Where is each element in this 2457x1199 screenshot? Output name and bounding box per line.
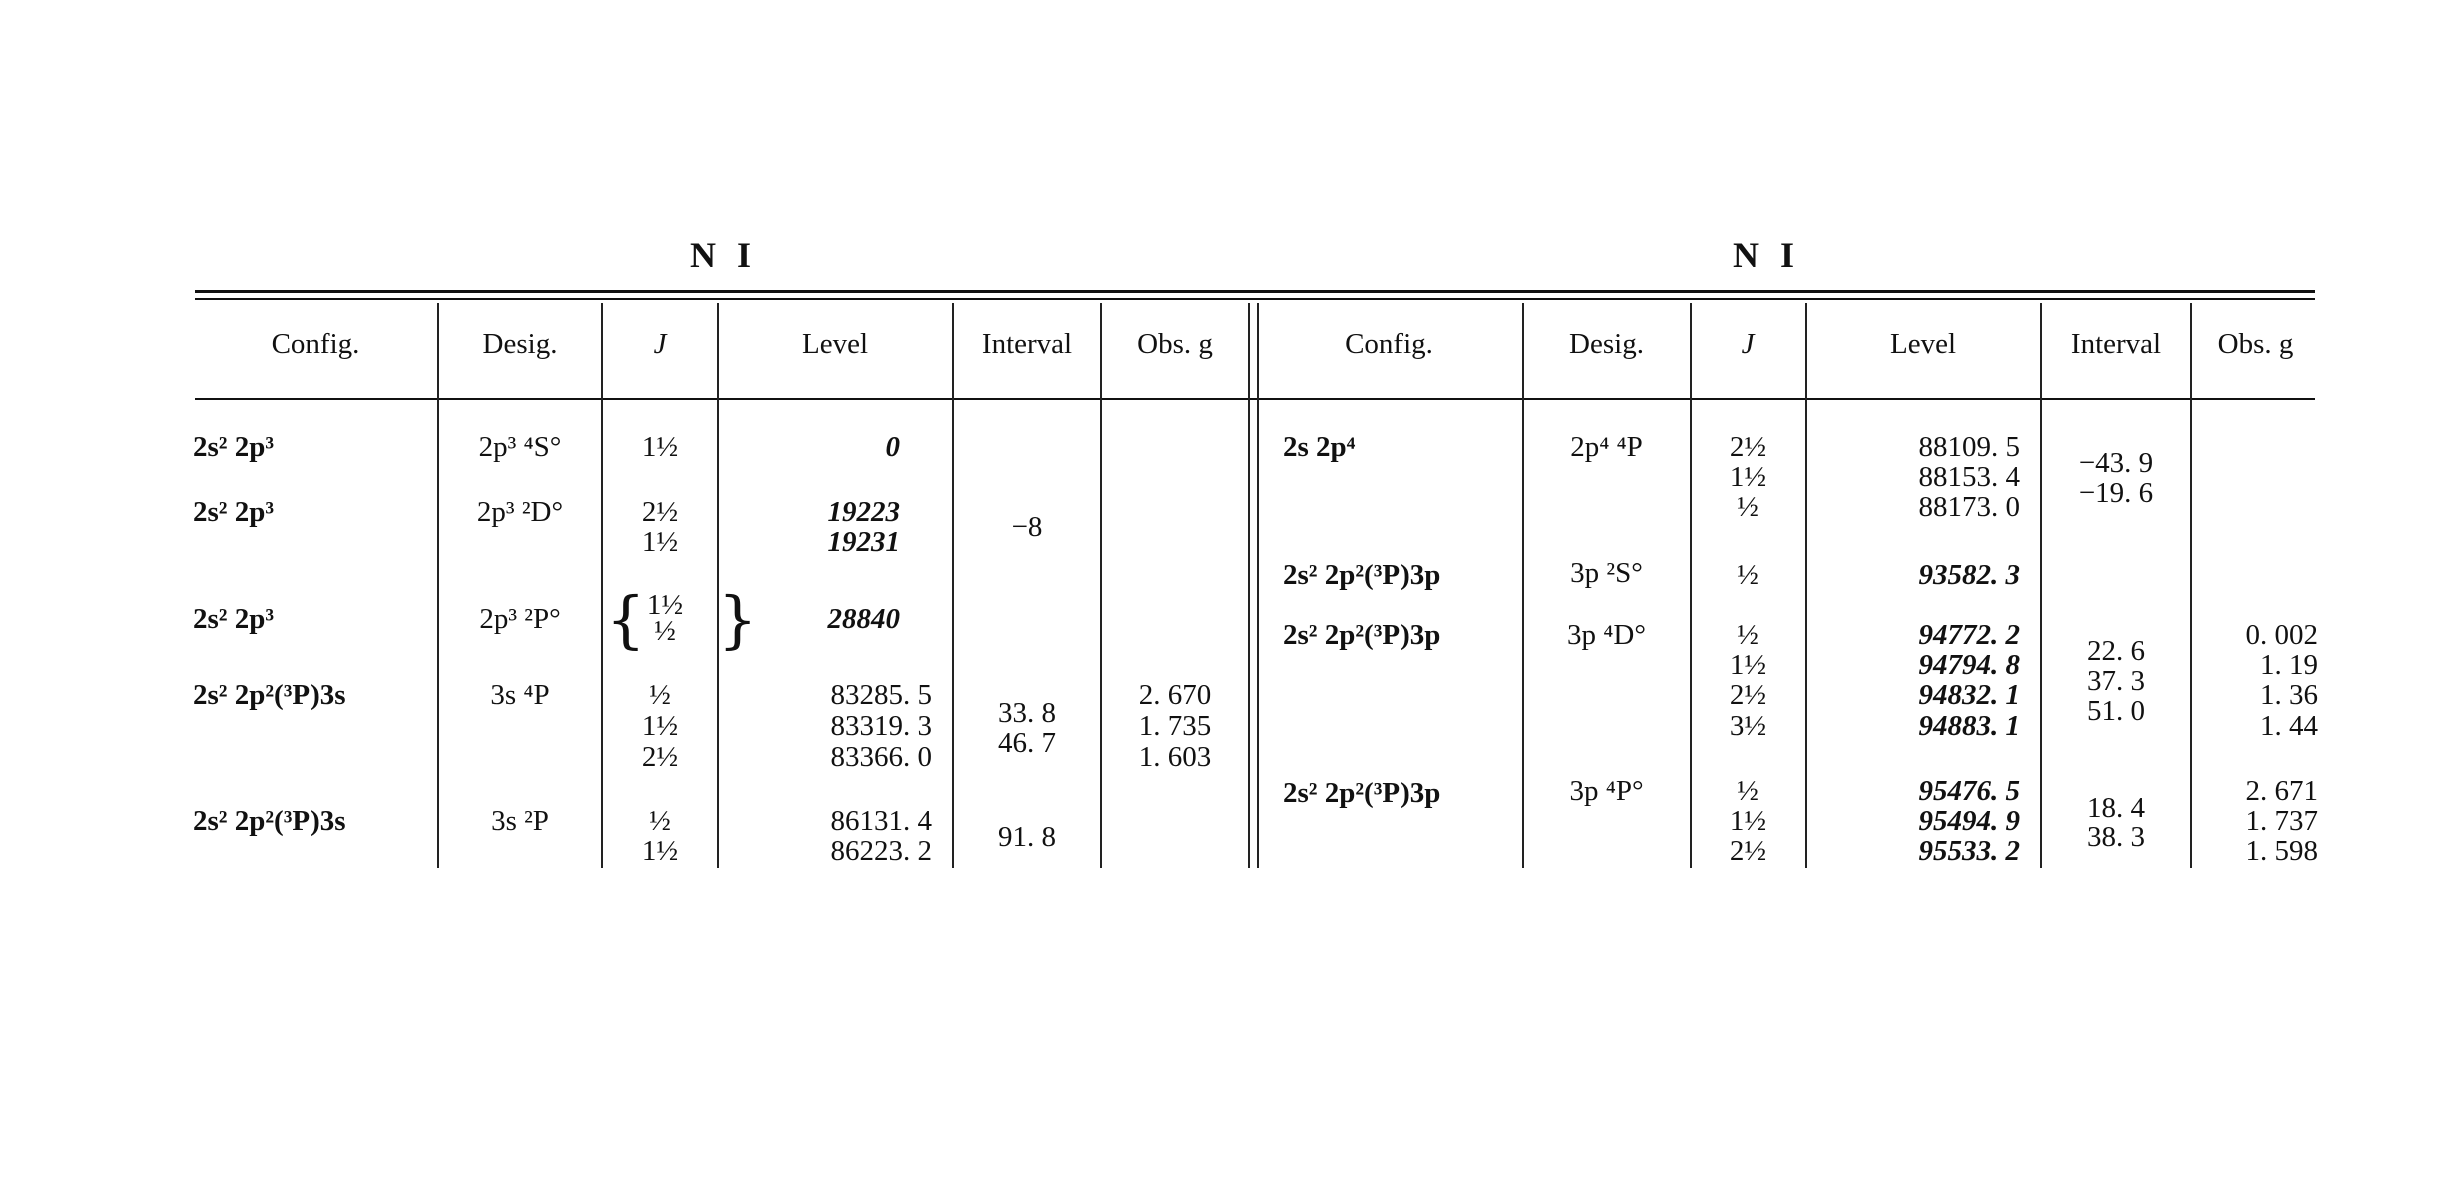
interval-cell: 22. 6 [2087, 635, 2145, 667]
config-cell: 2s² 2p³ [193, 496, 275, 528]
header-j: J [1741, 328, 1755, 360]
config-cell: 2s 2p⁴ [1283, 431, 1356, 463]
j-cell: ½ [1737, 619, 1759, 651]
column-divider [1100, 303, 1102, 868]
j-cell: 1½ [641, 526, 679, 558]
j-cell: ½ [649, 805, 671, 837]
obs-g-cell: 1. 19 [2260, 649, 2318, 681]
interval-cell: −19. 6 [2078, 477, 2154, 509]
level-cell: 88173. 0 [1918, 491, 2020, 523]
brace-close: } [718, 583, 758, 656]
j-cell: 2½ [1729, 679, 1767, 711]
top-rule-inner [195, 298, 2315, 300]
interval-cell: 38. 3 [2087, 821, 2145, 853]
obs-g-cell: 2. 670 [1138, 679, 1212, 711]
header-j: J [653, 328, 667, 360]
j-cell: ½ [1737, 491, 1759, 523]
level-cell: 0 [885, 431, 900, 463]
level-cell: 95533. 2 [1918, 835, 2020, 867]
interval-cell: 46. 7 [998, 727, 1056, 759]
column-divider [1690, 303, 1692, 868]
obs-g-cell: 0. 002 [2245, 619, 2318, 651]
header-config: Config. [271, 328, 360, 360]
level-cell: 28840 [827, 603, 900, 635]
desig-cell: 2p³ ⁴S° [478, 431, 562, 463]
column-divider [437, 303, 439, 868]
table-title-right: N I [1733, 235, 1801, 275]
j-cell: ½ [654, 615, 676, 647]
top-rule [195, 290, 2315, 293]
column-divider [952, 303, 954, 868]
j-cell: 1½ [1729, 649, 1767, 681]
j-cell: 1½ [641, 431, 679, 463]
config-cell: 2s² 2p²(³P)3p [1283, 559, 1441, 591]
level-cell: 86223. 2 [830, 835, 932, 867]
interval-cell: 33. 8 [998, 697, 1056, 729]
desig-cell: 2p³ ²P° [479, 603, 561, 635]
obs-g-cell: 1. 36 [2260, 679, 2318, 711]
config-cell: 2s² 2p²(³P)3s [193, 679, 346, 711]
header-obs-g: Obs. g [2217, 328, 2294, 360]
config-cell: 2s² 2p²(³P)3p [1283, 777, 1441, 809]
level-cell: 88109. 5 [1918, 431, 2020, 463]
interval-cell: 37. 3 [2087, 665, 2145, 697]
config-cell: 2s² 2p²(³P)3p [1283, 619, 1441, 651]
header-desig: Desig. [1569, 328, 1644, 360]
obs-g-cell: 1. 737 [2245, 805, 2318, 837]
desig-cell: 3s ²P [491, 805, 549, 837]
obs-g-cell: 2. 671 [2245, 775, 2318, 807]
level-cell: 86131. 4 [830, 805, 932, 837]
brace-open: { [606, 583, 646, 656]
level-cell: 94772. 2 [1918, 619, 2020, 651]
table-title-left: N I [690, 235, 758, 275]
j-cell: 2½ [1729, 431, 1767, 463]
level-cell: 19223 [827, 496, 900, 528]
interval-cell: −8 [1011, 511, 1043, 543]
desig-cell: 3s ⁴P [490, 679, 550, 711]
column-divider [601, 303, 603, 868]
j-cell: 2½ [641, 496, 679, 528]
j-cell: 2½ [641, 741, 679, 773]
config-cell: 2s² 2p²(³P)3s [193, 805, 346, 837]
column-divider [1805, 303, 1807, 868]
header-config: Config. [1345, 328, 1433, 360]
desig-cell: 3p ⁴D° [1567, 619, 1646, 651]
interval-cell: 18. 4 [2087, 792, 2145, 824]
header-level: Level [1889, 328, 1956, 360]
level-cell: 94832. 1 [1918, 679, 2020, 711]
j-cell: ½ [649, 679, 671, 711]
level-cell: 94883. 1 [1918, 710, 2020, 742]
level-cell: 83366. 0 [830, 741, 932, 773]
header-interval: Interval [981, 328, 1073, 360]
obs-g-cell: 1. 44 [2260, 710, 2318, 742]
level-cell: 83285. 5 [830, 679, 932, 711]
obs-g-cell: 1. 735 [1138, 710, 1212, 742]
level-cell: 94794. 8 [1918, 649, 2020, 681]
j-cell: 1½ [1729, 461, 1767, 493]
table-divider [1248, 303, 1259, 868]
interval-cell: 91. 8 [998, 821, 1056, 853]
column-divider [1522, 303, 1524, 868]
header-obs-g: Obs. g [1137, 328, 1213, 360]
header-desig: Desig. [482, 328, 558, 360]
interval-cell: 51. 0 [2087, 695, 2145, 727]
j-cell: 1½ [641, 710, 679, 742]
obs-g-cell: 1. 603 [1138, 741, 1212, 773]
desig-cell: 2p³ ²D° [476, 496, 564, 528]
j-cell: ½ [1737, 559, 1759, 591]
j-cell: 1½ [641, 835, 679, 867]
j-cell: ½ [1737, 775, 1759, 807]
j-cell: 2½ [1729, 835, 1767, 867]
header-interval: Interval [2070, 328, 2162, 360]
j-cell: 1½ [646, 589, 684, 621]
obs-g-cell: 1. 598 [2245, 835, 2318, 867]
j-cell: 3½ [1729, 710, 1767, 742]
level-cell: 95476. 5 [1918, 775, 2020, 807]
level-cell: 19231 [827, 526, 900, 558]
config-cell: 2s² 2p³ [193, 431, 275, 463]
desig-cell: 3p ²S° [1570, 557, 1643, 589]
level-cell: 88153. 4 [1918, 461, 2020, 493]
interval-cell: −43. 9 [2078, 447, 2154, 479]
column-divider [2190, 303, 2192, 868]
header-level: Level [801, 328, 868, 360]
j-cell: 1½ [1729, 805, 1767, 837]
column-divider [2040, 303, 2042, 868]
level-cell: 93582. 3 [1918, 559, 2020, 591]
desig-cell: 3p ⁴P° [1569, 775, 1644, 807]
config-cell: 2s² 2p³ [193, 603, 275, 635]
level-cell: 95494. 9 [1918, 805, 2020, 837]
desig-cell: 2p⁴ ⁴P [1570, 431, 1643, 463]
level-cell: 83319. 3 [830, 710, 932, 742]
